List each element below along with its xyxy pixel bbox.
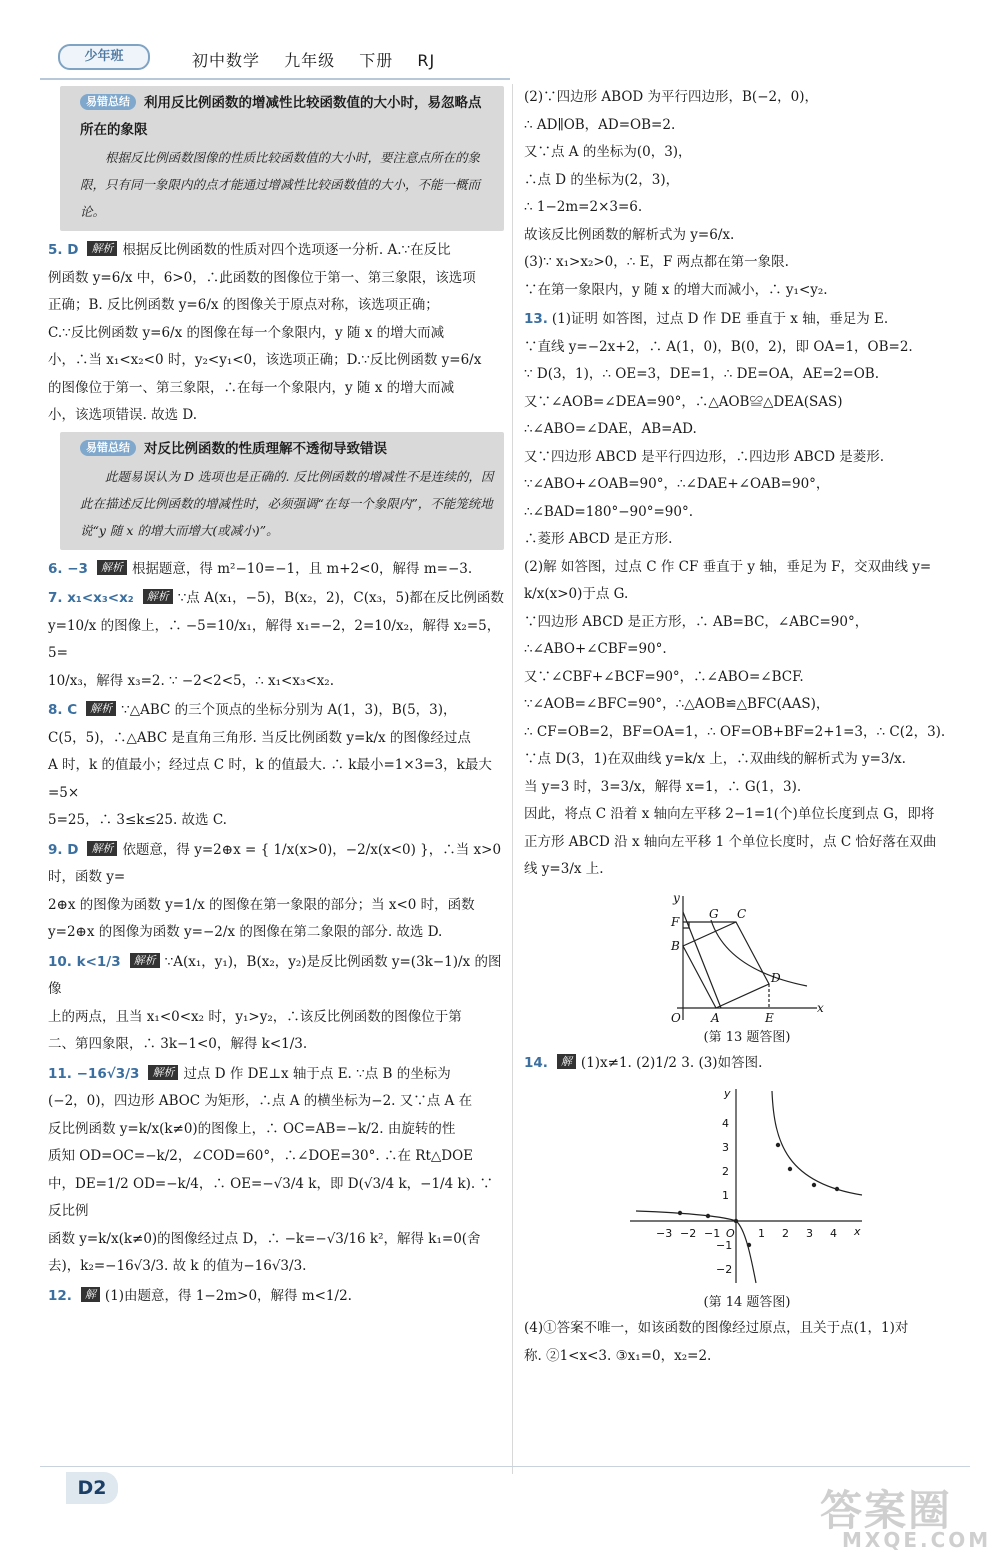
x-tick-label: 2 <box>782 1227 789 1240</box>
answer-number: 14. <box>524 1054 548 1071</box>
right-column <box>524 84 970 1372</box>
tip-heading: 利用反比例函数的增减性比较函数值的大小时，易忽略点所在的象限 <box>80 95 482 138</box>
fig13-label-A: A <box>711 1010 720 1025</box>
plot-point <box>788 1167 792 1171</box>
y-tick-label: 1 <box>722 1189 729 1202</box>
fig13-label-x: x <box>817 1000 824 1015</box>
tip-tag: 易错总结 <box>80 94 136 110</box>
answer-number: 11. −16√3/3 <box>48 1065 140 1082</box>
y-tick-label: 4 <box>722 1117 729 1130</box>
figure-13-diagram <box>667 890 827 1026</box>
answer-number: 9. D <box>48 841 79 858</box>
plot-point <box>734 1219 738 1223</box>
volume: 下册 <box>359 51 394 70</box>
x-tick-label: 3 <box>806 1227 813 1240</box>
solution-tag: 解 <box>81 1287 100 1302</box>
y-axis-label: y <box>724 1087 731 1100</box>
question-9: 9. D 解析 依题意，得 y=2⊕x = { 1/x(x>0)，−2/x(x<0) }，∴当 x>0 时，函数 y= 2⊕x 的图像为函数 y=1/x 的图像在第一象限的部分；当 x<0 时，函数 y=2⊕x 的图像为函数 y=−2/x 的图像在第二象限的部分. 故选 D. <box>48 841 502 940</box>
watermark-logo: 答案圈 <box>820 1486 953 1535</box>
plot-point <box>678 1211 682 1215</box>
origin-label: O <box>726 1227 735 1240</box>
plot-point <box>747 1243 751 1247</box>
tip-body: 根据反比例函数图像的性质比较函数值的大小时，要注意点所在的象限，只有同一象限内的点才能通过增减性比较函数值的大小，不能一概而论。 <box>80 150 481 219</box>
left-column <box>48 84 504 1312</box>
plot-point <box>835 1187 839 1191</box>
analysis-tag: 解析 <box>87 241 117 256</box>
answer-number: 6. −3 <box>48 560 88 577</box>
x-tick-label: −2 <box>680 1227 697 1240</box>
series-logo: 少年班 <box>58 44 150 70</box>
fig13-label-D: D <box>771 970 781 985</box>
x-tick-label: −1 <box>704 1227 721 1240</box>
question-14-part-4: (4)①答案不唯一，如该函数的图像经过原点，且关于点(1，1)对 称. ②1<x<3. ③x₁=0，x₂=2. <box>524 1320 909 1364</box>
analysis-tag: 解析 <box>97 560 127 575</box>
fig13-label-y: y <box>673 890 680 905</box>
plot-point <box>706 1214 710 1218</box>
y-tick-label: 3 <box>722 1141 729 1154</box>
fig13-label-G: G <box>709 906 719 921</box>
fig13-label-F: F <box>671 914 680 929</box>
square-ABCD <box>683 922 769 1008</box>
figure-14-graph <box>622 1083 872 1291</box>
watermark-url: MXQE.COM <box>842 1528 992 1552</box>
y-tick-label: 2 <box>722 1165 729 1178</box>
tip-body: 此题易误认为 D 选项也是正确的. 反比例函数的增减性不是连续的，因此在描述反比例函数的增减性时，必须强调“在每一个象限内”，不能笼统地说“y 随 x 的增大而增大(或减小)”。 <box>80 468 494 538</box>
edition: RJ <box>417 51 436 70</box>
plot-point <box>776 1143 780 1147</box>
answer-number: 10. k<1/3 <box>48 953 121 970</box>
x-axis-label: x <box>854 1225 861 1238</box>
analysis-tag: 解析 <box>86 701 116 716</box>
error-summary-box <box>60 432 504 550</box>
question-8: 8. C 解析 ∵△ABC 的三个顶点的坐标分别为 A(1，3)，B(5，3)， C(5，5)，∴△ABC 是直角三角形. 当反比例函数 y=k/x 的图像经过点 A 时，k 的值最小；经过点 C 时，k 的值最大. ∴ k最小=1×3=3，k最大=5× 5=25，∴ 3≤k≤25. 故选 C. <box>48 702 492 828</box>
tip-heading: 对反比例函数的性质理解不透彻导致错误 <box>144 440 387 457</box>
plot-point <box>812 1183 816 1187</box>
error-summary-box <box>60 86 504 231</box>
tip-tag: 易错总结 <box>80 440 136 456</box>
question-12: 12. 解 (1)由题意，得 1−2m>0，解得 m<1/2. <box>48 1287 352 1304</box>
page-header <box>0 0 1000 80</box>
question-10: 10. k<1/3 解析 ∵A(x₁，y₁)，B(x₂，y₂)是反比例函数 y=(3k−1)/x 的图像 上的两点，且当 x₁<0<x₂ 时，y₁>y₂，∴该反比例函数的图像位于第 二、第四象限，∴ 3k−1<0，解得 k<1/3. <box>48 953 502 1052</box>
y-tick-label: −1 <box>716 1239 733 1252</box>
subject: 初中数学 <box>192 51 261 70</box>
footer-rule <box>40 1466 970 1467</box>
book-info <box>192 48 453 71</box>
figure-14-caption: (第 14 题答图) <box>703 1295 791 1310</box>
answer-number: 5. D <box>48 242 79 258</box>
y-tick-label: −2 <box>716 1263 733 1276</box>
fig13-label-E: E <box>765 1010 774 1025</box>
page-number: D2 <box>66 1472 118 1504</box>
solution-tag: 解 <box>557 1054 576 1069</box>
answer-number: 8. C <box>48 702 78 718</box>
header-rule <box>40 78 510 80</box>
question-11: 11. −16√3/3 解析 过点 D 作 DE⊥x 轴于点 E. ∵点 B 的坐标为 (−2，0)，四边形 ABOC 为矩形，∴点 A 的横坐标为−2. 又∵点 A 在 反比例函数 y=k/x(k≠0)的图像上，∴ OC=AB=−k/2. 由旋转的性 质知 OD=OC=−k/2，∠COD=60°，∴∠DOE=30°. ∴在 Rt△DOE 中，DE=1/2 OD=−k/4，∴ OE=−√3/4 k，即 D(√3/4 k，−1/4 k). ∵反比例 函数 y=k/x(k≠0)的图像经过点 D，∴ −k=−√3/16 k²，解得 k₁=0(舍 去)，k₂=−16√3/3. 故 k 的值为−16√3/3. <box>48 1065 494 1274</box>
x-tick-label: 4 <box>830 1227 837 1240</box>
analysis-tag: 解析 <box>87 841 117 856</box>
hyperbola-y3x <box>711 920 807 986</box>
curve-right-branch <box>772 1091 862 1195</box>
question-14: 14. 解 (1)x≠1. (2)1/2 3. (3)如答图. <box>524 1054 763 1071</box>
grade: 九年级 <box>284 51 336 70</box>
analysis-tag: 解析 <box>148 1065 178 1080</box>
question-6: 6. −3 解析 根据题意，得 m²−10=−1，且 m+2<0，解得 m=−3. <box>48 560 473 577</box>
x-tick-label: 1 <box>758 1227 765 1240</box>
analysis-tag: 解析 <box>130 953 160 968</box>
question-5: 5. D 解析 根据反比例函数的性质对四个选项逐一分析. A.∵在反比 例函数 y=6/x 中，6>0，∴此函数的图像位于第一、第三象限，该选项 正确；B. 反比例函数 y=6/x 的图像关于原点对称，该选项正确； C.∵反比例函数 y=6/x 的图像在每一个象限内，y 随 x 的增大而减 小，∴当 x₁<x₂<0 时，y₂<y₁<0，该选项正确；D.∵反比例函数 y=6/x 的图像位于第一、第三象限，∴在每一个象限内，y 随 x 的增大而减 小，该选项错误. 故选 D. <box>48 242 482 423</box>
figure-13-caption: (第 13 题答图) <box>703 1029 791 1045</box>
answer-number: 7. x₁<x₃<x₂ <box>48 590 134 606</box>
answer-number: 12. <box>48 1287 72 1304</box>
answer-number: 13. <box>524 311 548 327</box>
fig13-label-C: C <box>737 906 747 921</box>
question-12-continued: (2)∵四边形 ABOD 为平行四边形，B(−2，0)， ∴ AD∥OB，AD=OB=2. 又∵点 A 的坐标为(0，3)， ∴点 D 的坐标为(2，3)， ∴ 1−2m=2×3=6. 故该反比例函数的解析式为 y=6/x. (3)∵ x₁>x₂>0，∴ E，F 两点都在第一象限. ∵在第一象限内，y 随 x 的增大而减小，∴ y₁<y₂. <box>524 89 828 298</box>
question-7: 7. x₁<x₃<x₂ 解析 ∵点 A(x₁，−5)，B(x₂，2)，C(x₃，5)都在反比例函数 y=10/x 的图像上，∴ −5=10/x₁，解得 x₁=−2，2=10/x₂，解得 x₂=5，5= 10/x₃，解得 x₃=2. ∵ −2<2<5，∴ x₁<x₃<x₂. <box>48 590 504 689</box>
column-divider <box>512 84 513 1474</box>
fig13-label-O: O <box>671 1010 681 1025</box>
question-13: 13. (1)证明 如答图，过点 D 作 DE 垂直于 x 轴，垂足为 E. ∵直线 y=−2x+2，∴ A(1，0)，B(0，2)，即 OA=1，OB=2. ∵ D(3，1)，∴ OE=3，DE=1，∴ DE=OA，AE=2=OB. 又∵∠AOB=∠DEA=90°，∴△AOB≌△DEA(SAS) ∴∠ABO=∠DAE，AB=AD. 又∵四边形 ABCD 是平行四边形，∴四边形 ABCD 是菱形. ∵∠ABO+∠OAB=90°，∴∠DAE+∠OAB=90°， ∴∠BAD=180°−90°=90°. ∴菱形 ABCD 是正方形. (2)解 如答图，过点 C 作 CF 垂直于 y 轴，垂足为 F，交双曲线 y= k/x(x>0)于点 G. ∵四边形 ABCD 是正方形，∴ AB=BC，∠ABC=90°， ∴∠ABO+∠CBF=90°. 又∵∠CBF+∠BCF=90°，∴∠ABO=∠BCF. ∵∠AOB=∠BFC=90°，∴△AOB≌△BFC(AAS)， ∴ CF=OB=2，BF=OA=1，∴ OF=OB+BF=2+1=3，∴ C(2，3). ∵点 D(3，1)在双曲线 y=k/x 上，∴双曲线的解析式为 y=3/x. 当 y=3 时，3=3/x，解得 x=1，∴ G(1，3). 因此，将点 C 沿着 x 轴向左平移 2−1=1(个)单位长度到点 G，即将 正方形 ABCD 沿 x 轴向左平移 1 个单位长度时，点 C 恰好落在双曲 线 y=3/x 上. <box>524 311 946 877</box>
analysis-tag: 解析 <box>143 589 173 604</box>
x-tick-label: −3 <box>656 1227 673 1240</box>
fig13-label-B: B <box>671 938 680 953</box>
